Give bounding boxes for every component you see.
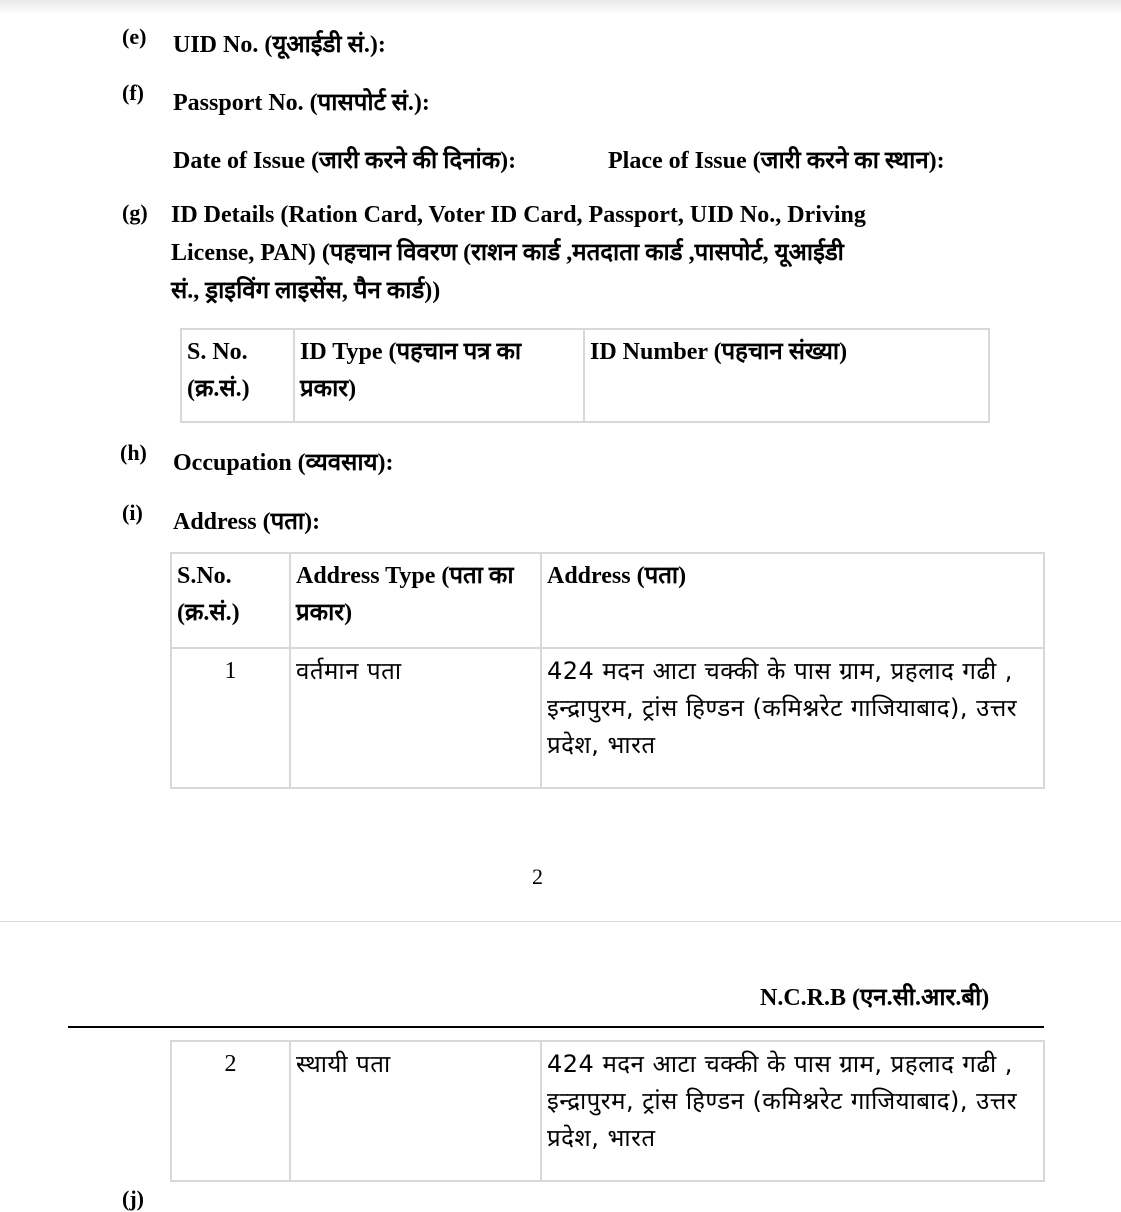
id-details-label xyxy=(171,196,866,310)
table-row xyxy=(171,648,1044,788)
id-details-line-2: License, PAN) (पहचान विवरण (राशन कार्ड ,मतदाता कार्ड ,पासपोर्ट, यूआईडी xyxy=(171,240,844,266)
col-header-sno: S. No. (क्र.सं.) xyxy=(181,329,294,422)
item-marker-h: (h) xyxy=(120,440,147,465)
col-header-address: Address (पता) xyxy=(541,553,1044,648)
uid-label: UID No. (यूआईडी सं.): xyxy=(173,32,386,58)
item-marker-e: (e) xyxy=(122,24,147,49)
item-marker-g: (g) xyxy=(122,200,148,225)
address-label: Address (पता): xyxy=(173,509,321,535)
item-marker-i: (i) xyxy=(122,500,143,525)
page-header: N.C.R.B (एन.सी.आर.बी) xyxy=(760,985,990,1011)
place-of-issue-label: Place of Issue (जारी करने का स्थान): xyxy=(608,148,945,174)
page-number: 2 xyxy=(532,864,543,889)
col-header-id-type: ID Type (पहचान पत्र का प्रकार) xyxy=(294,329,584,422)
header-rule xyxy=(68,1026,1044,1028)
id-details-table xyxy=(180,328,990,423)
item-marker-f: (f) xyxy=(122,80,144,105)
col-header-sno: S.No. (क्र.सं.) xyxy=(171,553,290,648)
row-address: 424 मदन आटा चक्की के पास ग्राम, प्रहलाद गढी , इन्द्रापुरम, ट्रांस हिण्डन (कमिश्नरेट गाजियाबाद), उत्तर प्रदेश, भारत xyxy=(541,1041,1044,1181)
table-header-row xyxy=(181,329,989,422)
top-shadow xyxy=(0,0,1121,14)
col-header-id-number: ID Number (पहचान संख्या) xyxy=(584,329,989,422)
table-header-row xyxy=(171,553,1044,648)
row-address: 424 मदन आटा चक्की के पास ग्राम, प्रहलाद गढी , इन्द्रापुरम, ट्रांस हिण्डन (कमिश्नरेट गाजियाबाद), उत्तर प्रदेश, भारत xyxy=(541,648,1044,788)
row-sno: 1 xyxy=(171,648,290,788)
occupation-label: Occupation (व्यवसाय): xyxy=(173,450,394,476)
address-table-continued xyxy=(170,1040,1045,1182)
passport-label: Passport No. (पासपोर्ट सं.): xyxy=(173,90,430,116)
date-of-issue-label: Date of Issue (जारी करने की दिनांक): xyxy=(173,148,517,174)
table-row xyxy=(171,1041,1044,1181)
page-separator xyxy=(0,921,1121,922)
id-details-line-3: सं., ड्राइविंग लाइसेंस, पैन कार्ड)) xyxy=(171,278,441,304)
row-address-type: स्थायी पता xyxy=(290,1041,541,1181)
row-sno: 2 xyxy=(171,1041,290,1181)
row-address-type: वर्तमान पता xyxy=(290,648,541,788)
id-details-line-1: ID Details (Ration Card, Voter ID Card, Passport, UID No., Driving xyxy=(171,202,866,228)
item-marker-j: (j) xyxy=(122,1186,144,1211)
col-header-address-type: Address Type (पता का प्रकार) xyxy=(290,553,541,648)
address-table xyxy=(170,552,1045,789)
